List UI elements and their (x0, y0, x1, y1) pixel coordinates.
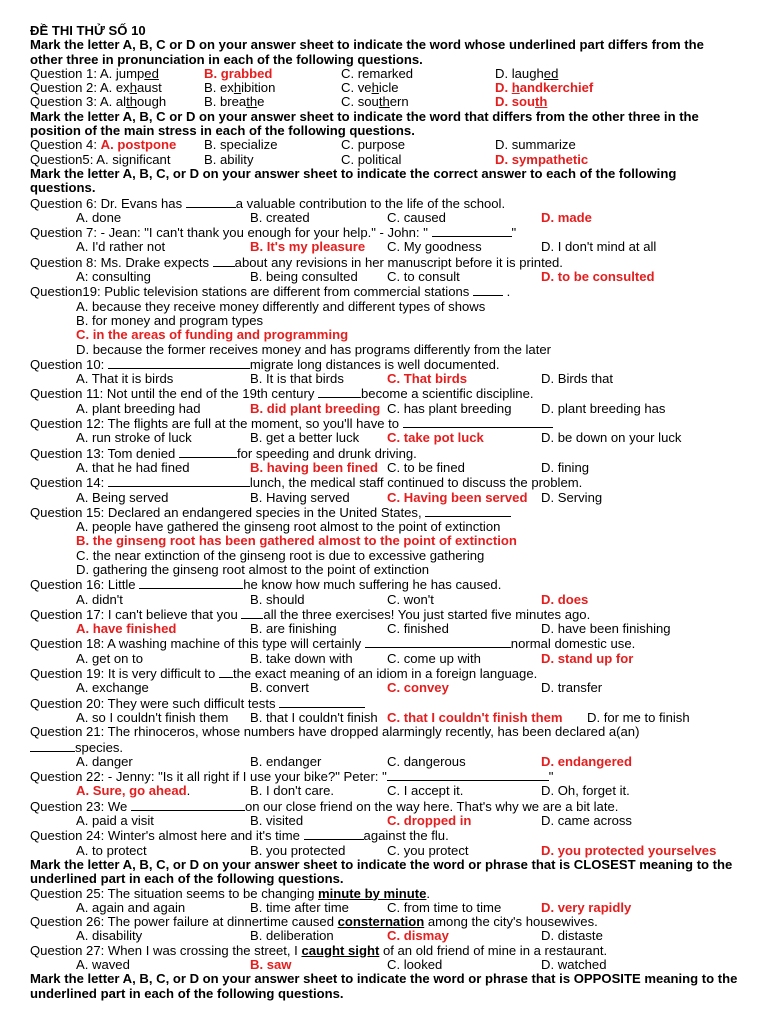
question-22-options: A. Sure, go ahead. B. I don't care. C. I accept it. D. Oh, forget it. (76, 783, 630, 799)
question-19-options: A. exchange B. convert C. convey D. transfer (76, 680, 603, 696)
question-17-options: A. have finished B. are finishing C. finished D. have been finishing (76, 621, 671, 637)
exam-title: ĐỀ THI THỬ SỐ 10 (30, 23, 146, 38)
question-10: Question 10: migrate long distances is well documented. (30, 356, 500, 372)
question-18: Question 18: A washing machine of this type will certainly normal domestic use. (30, 636, 636, 652)
exam-page: ĐỀ THI THỬ SỐ 10 Mark the letter A, B, C or D on your answer sheet to indicate the word whose underlined part differs from the other three in pronunciation in each of the following questions. Question 1: A. jumped B. grabbed C. remarked D. laughed Question 2: A. exhaust B. exhibition C. vehicle D. handkerchief Question 3: A. although B. breathe C. southern D. south Mark the letter A, B, C or D on your answer sheet to indicate the word that differs from the other three in the position of the main stress in each of the following questions. Question 4: A. postpone B. specialize C. purpose D. summarize Question5: A. significant B. ability C. political D. sympathetic Mark the letter A, B, C, or D on your answer sheet to indicate the correct answer to each of the following questions. Question 6: Dr. Evans has a valuable contribution to the life of the school. A. done B. created C. caused D. made Question 7: - Jean: "I can't thank you enough for your help." - John: " " A. I'd rather not B. It's my pleasure C. My goodness D. I don't mind at all Question 8: Ms. Drake expects about any revisions in her manuscript before it is printed. A: consulting B. being consulted C. to consult D. to be consulted Question19: Public television stations are different from commercial stations . A. because they receive money differently and different types of shows B. for money and program types C. in the areas of funding and programming D. because the former receives money and has programs differently from the later Question 10: migrate long distances is well documented. A. That it is birds B. It is that birds C. That birds D. Birds that Question 11: Not until the end of the 19th century become a scientific discipline. A. plant breeding had B. did plant breeding C. has plant breeding D. plant breeding has Question 12: The flights are full at the moment, so you'll have to A. run stroke of luck B. get a better luck C. take pot luck D. be down on your luck Question 13: Tom denied for speeding and drunk driving. A. that he had fined B. having been fined C. to be fined D. fining Question 14: lunch, the medical staff continued to discuss the problem. A. Being served B. Having served C. Having been served D. Serving Question 15: Declared an endangered species in the United States, A. people have gathered the ginseng root almost to the point of extinction B. the ginseng root has been gathered almost to the point of extinction C. the near extinction of the ginseng root is due to excessive gathering D. gathering the ginseng root almost to the point of extinction Question 16: Little he know how much suffering he has caused. A. didn't B. should C. won't D. does Question 17: I can't believe that you all the three exercises! You just started five minutes ago. A. have finished B. are finishing C. finished D. have been finishing Question 18: A washing machine of this type will certainly normal domestic use. A. get on to B. take down with C. come up with D. stand up for Question 19: It is very difficult to the exact meaning of an idiom in a foreign language. A. exchange B. convert C. convey D. transfer Question 20: They were such difficult tests A. so I couldn't finish them B. that I couldn't finish C. that I couldn't finish them D. for me to finish Question 21: The rhinoceros, whose numbers have dropped alarmingly recently, has been declared a(an) species. A. danger B. endanger C. dangerous D. endangered Question 22: - Jenny: "Is it all right if I use your bike?" Peter: " " A. Sure, go ahead. B. I don't care. C. I accept it. D. Oh, forget it. Question 23: We on our close friend on the way here. That's why we are a bit late. A. paid a visit B. visited C. dropped in D. came across Question 24: Winter's almost here and it's time against the flu. A. to protect B. you protected C. you protect D. you protected yourselves Mark the letter A, B, C, or D on your answer sheet to indicate the word or phrase that is CLOSEST meaning to the underlined part in each of the following questions. Question 25: The situation seems to be changing minute by minute. A. again and again B. time after time C. from time to time D. very rapidly Question 26: The power failure at dinnertime caused consternation among the city's housewives. A. disability B. deliberation C. dismay D. distaste Question 27: When I was crossing the street, I caught sight of an old friend of mine in a restaurant. A. waved B. saw C. looked D. watched Mark the letter A, B, C, or D on your answer sheet to indicate the word or phrase that is OPPOSITE meaning to the underlined part in each of the following questions. (30, 23, 738, 1001)
question-7: Question 7: - Jean: "I can't thank you enough for your help." - John: " " (30, 225, 517, 241)
option-c: C. purpose (341, 137, 406, 153)
question-13: Question 13: Tom denied for speeding and drunk driving. (30, 445, 417, 461)
question-27: Question 27: When I was crossing the street, I caught sight of an old friend of mine in a restaurant. (30, 943, 608, 958)
question-23-options: A. paid a visit B. visited C. dropped in D. came across (76, 813, 632, 829)
question-26-options: A. disability B. deliberation C. dismay D. distaste (76, 928, 603, 944)
option-c: C. political (341, 151, 402, 167)
question-7-options: A. I'd rather not B. It's my pleasure C. My goodness D. I don't mind at all (76, 239, 657, 255)
question-21-options: A. danger B. endanger C. dangerous D. endangered (76, 753, 632, 769)
question-20: Question 20: They were such difficult tests (30, 696, 738, 711)
option-c: C. remarked (341, 65, 414, 81)
question-4: Question 4: A. postpone B. specialize C. purpose D. summarize (30, 137, 576, 153)
question-16: Question 16: Little he know how much suffering he has caused. (30, 577, 502, 593)
question-24: Question 24: Winter's almost here and it's time against the flu. (30, 828, 449, 844)
section-instruction-stress: Mark the letter A, B, C or D on your answer sheet to indicate the word that differs from the other three in the position of the main stress in each of the following questions. (30, 108, 699, 139)
option-d: D. laughed (495, 65, 559, 81)
question-20-options: A. so I couldn't finish them B. that I couldn't finish C. that I couldn't finish them D. for me to finish (76, 709, 690, 725)
option-b: B. ability (204, 151, 254, 167)
option-b: B. exhibition (204, 80, 276, 96)
question-1: Question 1: A. jumped B. grabbed C. remarked D. laughed (30, 65, 559, 81)
question-9: Question19: Public television stations are different from commercial stations . (30, 284, 511, 300)
question-17: Question 17: I can't believe that you all the three exercises! You just started five minutes ago. (30, 606, 591, 622)
question-8-options: A: consulting B. being consulted C. to consult D. to be consulted (76, 269, 655, 285)
option-d: D. south (495, 94, 548, 110)
question-19: Question 19: It is very difficult to the exact meaning of an idiom in a foreign language. (30, 666, 538, 682)
question-12: Question 12: The flights are full at the moment, so you'll have to (30, 416, 738, 431)
question-13-options: A. that he had fined B. having been fined C. to be fined D. fining (76, 459, 590, 475)
question-25-options: A. again and again B. time after time C. from time to time D. very rapidly (76, 899, 632, 915)
option-b: B. breathe (204, 94, 265, 110)
question-14: Question 14: lunch, the medical staff continued to discuss the problem. (30, 475, 583, 491)
question-2: Question 2: A. exhaust B. exhibition C. vehicle D. handkerchief (30, 80, 594, 96)
question-25: Question 25: The situation seems to be changing minute by minute. (30, 886, 431, 901)
question-24-options: A. to protect B. you protected C. you protect D. you protected yourselves (76, 842, 717, 858)
section-instruction-closest: Mark the letter A, B, C, or D on your answer sheet to indicate the word or phrase that is CLOSEST meaning to the underlined part in each of the following questions. (30, 856, 733, 887)
question-27-options: A. waved B. saw C. looked D. watched (76, 957, 607, 972)
option-d: D. handkerchief (495, 80, 594, 96)
question-21: Question 21: The rhinoceros, whose numbers have dropped alarmingly recently, has been declared a(an) (30, 725, 640, 740)
question-26: Question 26: The power failure at dinnertime caused consternation among the city's housewives. (30, 915, 598, 930)
option-d: D. summarize (495, 137, 576, 153)
option-c: C. vehicle (341, 80, 399, 96)
question-14-options: A. Being served B. Having served C. Having been served D. Serving (76, 489, 603, 505)
question-6-options: A. done B. created C. caused D. made (76, 209, 592, 225)
section-instruction-opposite: Mark the letter A, B, C, or D on your answer sheet to indicate the word or phrase that is OPPOSITE meaning to the underlined part in each of the following questions. (30, 971, 738, 1001)
question-6: Question 6: Dr. Evans has a valuable contribution to the life of the school. (30, 195, 506, 211)
question-18-options: A. get on to B. take down with C. come up with D. stand up for (76, 650, 634, 666)
section-instruction-correct-answer: Mark the letter A, B, C, or D on your answer sheet to indicate the correct answer to each of the following questions. (30, 165, 677, 196)
question-16-options: A. didn't B. should C. won't D. does (76, 591, 589, 607)
option-b: B. grabbed (204, 65, 273, 81)
question-11-options: A. plant breeding had B. did plant breeding C. has plant breeding D. plant breeding has (76, 400, 666, 416)
question-12-options: A. run stroke of luck B. get a better luck C. take pot luck D. be down on your luck (76, 430, 682, 446)
question-11: Question 11: Not until the end of the 19th century become a scientific discipline. (30, 386, 534, 402)
question-23: Question 23: We on our close friend on the way here. That's why we are a bit late. (30, 798, 619, 814)
question-3: Question 3: A. although B. breathe C. southern D. south (30, 94, 548, 110)
question-22: Question 22: - Jenny: "Is it all right if I use your bike?" Peter: " " (30, 769, 554, 785)
section-instruction-pronunciation: Mark the letter A, B, C or D on your answer sheet to indicate the word whose underlined part differs from the other three in pronunciation in each of the following questions. (30, 37, 704, 67)
option-b: B. specialize (204, 137, 278, 153)
question-8: Question 8: Ms. Drake expects about any revisions in her manuscript before it is printed. (30, 254, 563, 270)
question-15: Question 15: Declared an endangered species in the United States, (30, 505, 738, 520)
question-5: Question5: A. significant B. ability C. political D. sympathetic (30, 151, 589, 167)
option-c: C. southern (341, 94, 409, 110)
question-10-options: A. That it is birds B. It is that birds C. That birds D. Birds that (76, 371, 614, 387)
option-d: D. sympathetic (495, 151, 589, 167)
